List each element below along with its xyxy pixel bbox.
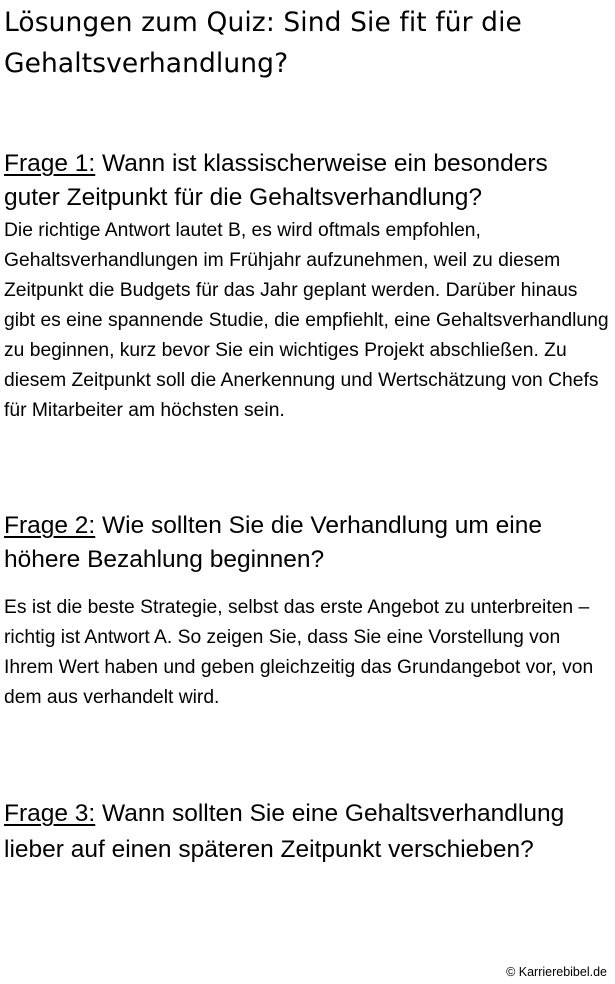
page-title: Lösungen zum Quiz: Sind Sie fit für die Gehaltsverhandlung? [4, 7, 522, 79]
question-1 [4, 147, 609, 215]
question-2-text: Wie sollten Sie die Verhandlung um eine höhere Bezahlung beginnen? [4, 512, 542, 573]
copyright-notice: © Karrierebibel.de [506, 965, 607, 979]
question-2 [4, 509, 609, 577]
question-1-label: Frage 1: [4, 150, 96, 177]
question-1-text: Wann ist klassischerweise ein besonders guter Zeitpunkt für die Gehaltsverhandlung? [4, 150, 548, 211]
question-2-label: Frage 2: [4, 512, 96, 539]
answer-1: Die richtige Antwort lautet B, es wird oftmals empfohlen, Gehaltsverhandlungen im Frühjahr aufzunehmen, weil zu diesem Zeitpunkt die Budgets für das Jahr geplant werden. Darüber hinaus gibt es eine spannende Studie, die empfiehlt, eine Gehaltsverhandlung zu beginnen, kurz bevor Sie ein wichtiges Projekt abschließen. Zu diesem Zeitpunkt soll die Anerkennung und Wertschätzung von Chefs für Mitarbeiter am höchsten sein. [4, 220, 609, 421]
question-3-label: Frage 3: [4, 800, 96, 827]
question-3 [4, 796, 609, 867]
answer-2: Es ist die beste Strategie, selbst das erste Angebot zu unterbreiten – richtig ist Antwort A. So zeigen Sie, dass Sie eine Vorstellung von Ihrem Wert haben und geben gleichzeitig das Grundangebot vor, von dem aus verhandelt wird. [4, 597, 594, 708]
question-3-text: Wann sollten Sie eine Gehaltsverhandlung lieber auf einen späteren Zeitpunkt verschieben? [4, 800, 565, 863]
